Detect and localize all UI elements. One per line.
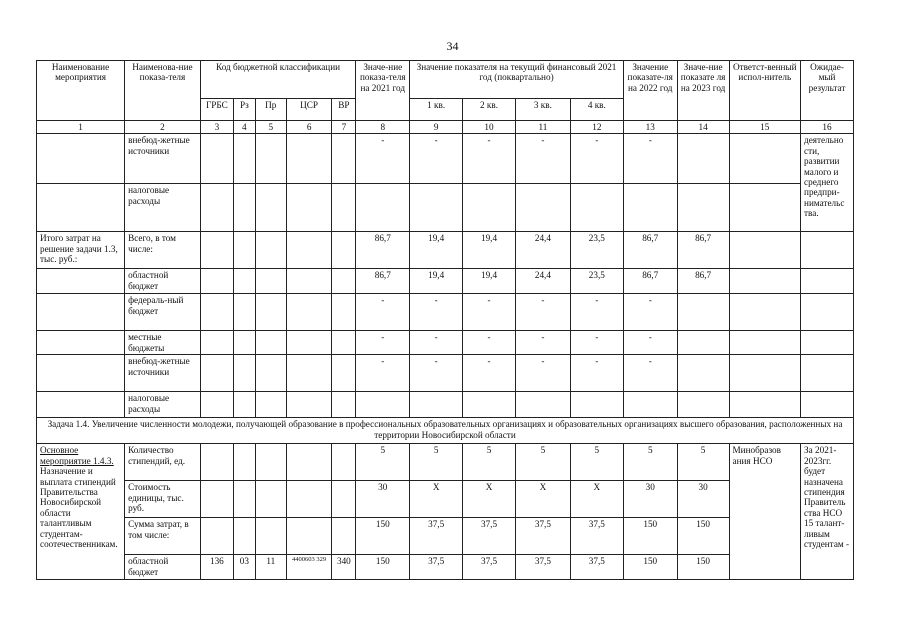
cell: налоговые расходы <box>125 392 201 418</box>
cell: 86,7 <box>623 269 677 294</box>
table-row <box>37 355 854 392</box>
activity-description: Назначение и выплата стипендий Правительства Новосибирской области талантливым студентам-соотечественникам. <box>40 466 118 550</box>
cell: 24,4 <box>515 232 570 269</box>
column-index-row <box>37 121 854 134</box>
cell: 150 <box>623 518 677 555</box>
header-q3: 3 кв. <box>515 99 570 121</box>
activity-title: Основное мероприятие 1.4.3. <box>40 445 114 466</box>
task-row <box>37 418 854 444</box>
col-index: 3 <box>200 121 233 134</box>
cell: - <box>356 134 410 184</box>
table-row <box>37 331 854 355</box>
cell: - <box>623 355 677 392</box>
cell: 5 <box>623 444 677 481</box>
cell: 86,7 <box>356 232 410 269</box>
cell: внебюд-жетные источники <box>125 134 201 184</box>
cell: 19,4 <box>410 232 463 269</box>
cell: - <box>570 294 623 331</box>
result-cell: За 2021-2023гг. будет назначена стипендия Правитель ства НСО 15 талант-ливым студентам - <box>801 444 854 580</box>
col-index: 4 <box>233 121 255 134</box>
cell: 86,7 <box>356 269 410 294</box>
cell: - <box>623 134 677 184</box>
cell <box>37 134 125 184</box>
table-row <box>37 392 854 418</box>
cell: 4400603 329 <box>286 555 332 580</box>
header-rz: Рз <box>233 99 255 121</box>
col-index: 8 <box>356 121 410 134</box>
table-row <box>37 269 854 294</box>
cell: налоговые расходы <box>125 184 201 232</box>
col-index: 12 <box>570 121 623 134</box>
cell: 23,5 <box>570 269 623 294</box>
header-q2: 2 кв. <box>463 99 516 121</box>
page-number: 34 <box>446 39 459 53</box>
cell: местные бюджеты <box>125 331 201 355</box>
cell: - <box>410 331 463 355</box>
cell: - <box>515 134 570 184</box>
task-heading: Задача 1.4. Увеличение численности молодежи, получающей образование в профессиональных образовательных организациях и образовательных организациях высшего образования, расположенных на территории Новосибирской области <box>37 418 854 444</box>
col-index: 2 <box>125 121 201 134</box>
cell: Сумма затрат, в том числе: <box>125 518 201 555</box>
col-index: 13 <box>623 121 677 134</box>
header-quarterly: Значение показателя на текущий финансовый 2021 год (поквартально) <box>410 61 624 99</box>
cell: 37,5 <box>515 518 570 555</box>
cell: 37,5 <box>463 518 516 555</box>
cell: 5 <box>677 444 729 481</box>
cell: 19,4 <box>463 232 516 269</box>
col-index: 6 <box>286 121 332 134</box>
cell: 37,5 <box>463 555 516 580</box>
col-index: 9 <box>410 121 463 134</box>
cell: - <box>463 134 516 184</box>
cell: - <box>570 134 623 184</box>
table-row <box>37 134 854 184</box>
cell: 23,5 <box>570 232 623 269</box>
cell: - <box>463 355 516 392</box>
cell: 03 <box>233 555 255 580</box>
cell: 5 <box>410 444 463 481</box>
cell: 37,5 <box>570 518 623 555</box>
cell: областной бюджет <box>125 555 201 580</box>
cell: 30 <box>623 481 677 518</box>
table-row <box>37 444 854 481</box>
header-row <box>37 61 854 99</box>
cell: 150 <box>623 555 677 580</box>
cell: 86,7 <box>623 232 677 269</box>
cell: Итого затрат на решение задачи 1.3, тыс. руб.: <box>37 232 125 269</box>
cell: - <box>410 355 463 392</box>
cell: Х <box>410 481 463 518</box>
cell: Х <box>570 481 623 518</box>
cell: 37,5 <box>410 555 463 580</box>
cell: 150 <box>677 518 729 555</box>
cell: 86,7 <box>677 232 729 269</box>
cell: - <box>463 294 516 331</box>
cell: - <box>515 331 570 355</box>
header-indicator-name: Наименова-ние показа-теля <box>125 61 201 121</box>
col-index: 15 <box>729 121 801 134</box>
cell: - <box>570 331 623 355</box>
cell: - <box>570 355 623 392</box>
cell: 5 <box>570 444 623 481</box>
header-value-2022: Значение показате-ля на 2022 год <box>623 61 677 121</box>
cell: 150 <box>677 555 729 580</box>
header-budget-code: Код бюджетной классификации <box>200 61 356 99</box>
col-index: 16 <box>801 121 854 134</box>
table-row <box>37 184 854 232</box>
cell: Х <box>515 481 570 518</box>
cell: 19,4 <box>410 269 463 294</box>
cell: 5 <box>463 444 516 481</box>
cell: 24,4 <box>515 269 570 294</box>
cell: 37,5 <box>515 555 570 580</box>
col-index: 11 <box>515 121 570 134</box>
cell: - <box>356 331 410 355</box>
cell: - <box>623 331 677 355</box>
col-index: 1 <box>37 121 125 134</box>
cell: внебюд-жетные источники <box>125 355 201 392</box>
cell: - <box>515 355 570 392</box>
cell: 150 <box>356 518 410 555</box>
header-value-2023: Значе-ние показате ля на 2023 год <box>677 61 729 121</box>
col-index: 10 <box>463 121 516 134</box>
header-activity-name: Наименование мероприятия <box>37 61 125 121</box>
cell: 37,5 <box>410 518 463 555</box>
cell: деятельно сти, развитии малого и среднего предпри-нимательс тва. <box>801 134 854 232</box>
cell: - <box>410 294 463 331</box>
cell: 5 <box>515 444 570 481</box>
header-csr: ЦСР <box>286 99 332 121</box>
header-q1: 1 кв. <box>410 99 463 121</box>
cell: 30 <box>356 481 410 518</box>
header-q4: 4 кв. <box>570 99 623 121</box>
cell: - <box>463 331 516 355</box>
cell: 37,5 <box>570 555 623 580</box>
cell: федераль-ный бюджет <box>125 294 201 331</box>
col-index: 5 <box>255 121 286 134</box>
budget-table <box>36 60 854 580</box>
cell: 11 <box>255 555 286 580</box>
cell: 5 <box>356 444 410 481</box>
col-index: 7 <box>332 121 356 134</box>
header-value-2021: Значе-ние показа-теля на 2021 год <box>356 61 410 121</box>
table-row <box>37 294 854 331</box>
responsible-cell: Минобразов ания НСО <box>729 444 801 580</box>
cell: областной бюджет <box>125 269 201 294</box>
cell: Стоимость единицы, тыс. руб. <box>125 481 201 518</box>
cell: Х <box>463 481 516 518</box>
cell: Всего, в том числе: <box>125 232 201 269</box>
header-pr: Пр <box>255 99 286 121</box>
header-grbs: ГРБС <box>200 99 233 121</box>
table-row <box>37 232 854 269</box>
cell: 19,4 <box>463 269 516 294</box>
cell: - <box>410 134 463 184</box>
cell: 136 <box>200 555 233 580</box>
cell: 150 <box>356 555 410 580</box>
header-vr: ВР <box>332 99 356 121</box>
cell: Количество стипендий, ед. <box>125 444 201 481</box>
cell: - <box>356 355 410 392</box>
col-index: 14 <box>677 121 729 134</box>
cell: - <box>356 294 410 331</box>
cell: 86,7 <box>677 269 729 294</box>
cell: - <box>623 294 677 331</box>
header-expected-result: Ожидае-мый результат <box>801 61 854 121</box>
activity-cell <box>37 444 125 580</box>
cell: 340 <box>332 555 356 580</box>
header-responsible: Ответст-венный испол-нитель <box>729 61 801 121</box>
cell: 30 <box>677 481 729 518</box>
cell: - <box>515 294 570 331</box>
